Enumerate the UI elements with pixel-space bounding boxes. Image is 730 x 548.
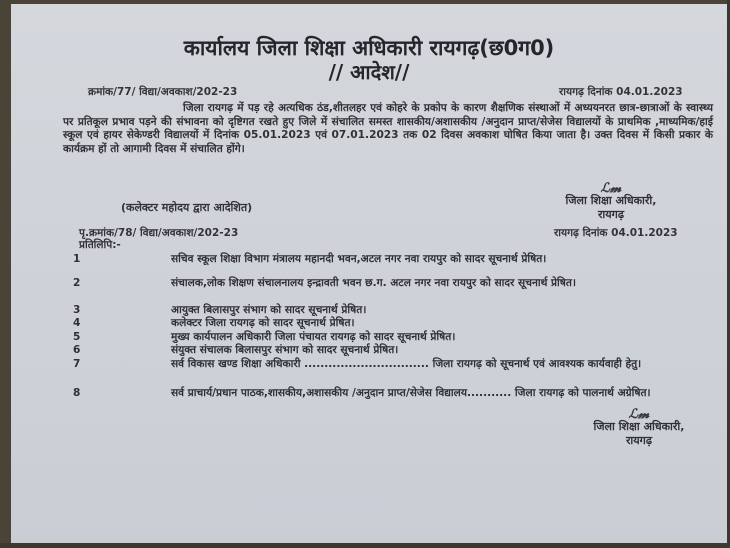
copy-number: 5 [73, 331, 81, 343]
order-number: क्रमांक/77/ विद्या/अवकाश/202-23 [88, 86, 238, 98]
signature-block-top [531, 181, 691, 222]
copy-order-date: रायगढ़ दिनांक 04.01.2023 [554, 227, 678, 239]
copy-recipient: सर्व प्राचार्य/प्रधान पाठक,शासकीय,अशासकीय /अनुदान प्राप्त/सेजेस विद्यालय........... जिला रायगढ़ को पालनार्थ अग्रेषित। [171, 387, 651, 399]
signatory-place: रायगढ़ [597, 208, 625, 221]
order-body-text: जिला रायगढ़ में पड़ रहे अत्यधिक ठंड,शीतलहर एवं कोहरे के प्रकोप के कारण शैक्षणिक संस्थाओं में अध्ययनरत छात्र-छात्राओं के स्वास्थ्य पर प्रतिकूल प्रभाव पड़ने की संभावना को दृष्टिगत रखते हुए जिले में संचालित समस्त शासकीय/अशासकीय /अनुदान प्राप्त/सेजेस विद्यालयों के प्राथमिक ,माध्यमिक/हाई स्कूल एवं हायर सेकेण्डरी विद्यालयों में दिनांक 05.01.2023 एवं 07.01.2023 तक 02 दिवस अवकाश घोषित किया जाता है। उक्त दिवस में किसी प्रकार के कार्यक्रम हों तो आगामी दिवस में संचालित होंगे। [63, 102, 713, 155]
copy-number: 2 [73, 277, 81, 289]
signatory-designation: जिला शिक्षा अधिकारी, [565, 194, 657, 207]
order-body [63, 102, 713, 156]
copy-number: 6 [73, 344, 81, 356]
ordered-by-note: (कलेक्टर महोदय द्वारा आदेशित) [121, 201, 253, 214]
copy-number: 4 [73, 317, 81, 329]
signature-mark: ℒ𝓶 [600, 181, 622, 196]
copy-recipient: सर्व विकास खण्ड शिक्षा अधिकारी ............................... जिला रायगढ़ को सूचनार्थ एवं आवश्यक कार्यवाही हेतु। [171, 358, 642, 370]
photo-bottom-edge [0, 543, 730, 548]
copy-label: प्रतिलिपि:- [79, 239, 121, 251]
order-date: रायगढ़ दिनांक 04.01.2023 [559, 86, 683, 98]
copy-recipient: संचालक,लोक शिक्षण संचालनालय इन्द्रावती भवन छ.ग. अटल नगर नवा रायपुर को सादर सूचनार्थ प्रेषित। [171, 277, 576, 289]
copy-recipient: संयुक्त संचालक बिलासपुर संभाग को सादर सूचनार्थ प्रेषित। [171, 344, 399, 356]
signatory-designation: जिला शिक्षा अधिकारी, [593, 420, 685, 433]
copy-order-number: पृ.क्रमांक/78/ विद्या/अवकाश/202-23 [79, 227, 239, 239]
order-heading: // आदेश// [328, 60, 410, 84]
copy-recipient: आयुक्त बिलासपुर संभाग को सादर सूचनार्थ प्रेषित। [171, 304, 367, 316]
document-page [11, 4, 727, 543]
copy-recipient: सचिव स्कूल शिक्षा विभाग मंत्रालय महानदी भवन,अटल नगर नवा रायपुर को सादर सूचनार्थ प्रेषित। [171, 253, 547, 265]
copy-recipient: मुख्य कार्यपालन अधिकारी जिला पंचायत रायगढ़ को सादर सूचनार्थ प्रेषित। [171, 331, 456, 343]
signature-mark: ℒ𝓶 [628, 407, 650, 422]
copy-number: 8 [73, 387, 81, 399]
office-title: कार्यालय जिला शिक्षा अधिकारी रायगढ़(छ0ग0) [183, 36, 555, 60]
copy-recipient: कलेक्टर जिला रायगढ़ को सादर सूचनार्थ प्रेषित। [171, 317, 355, 329]
copy-number: 3 [73, 304, 81, 316]
signature-block-bottom [559, 407, 719, 448]
copy-number: 7 [73, 358, 81, 370]
signatory-place: रायगढ़ [625, 434, 653, 447]
copy-number: 1 [73, 253, 81, 265]
